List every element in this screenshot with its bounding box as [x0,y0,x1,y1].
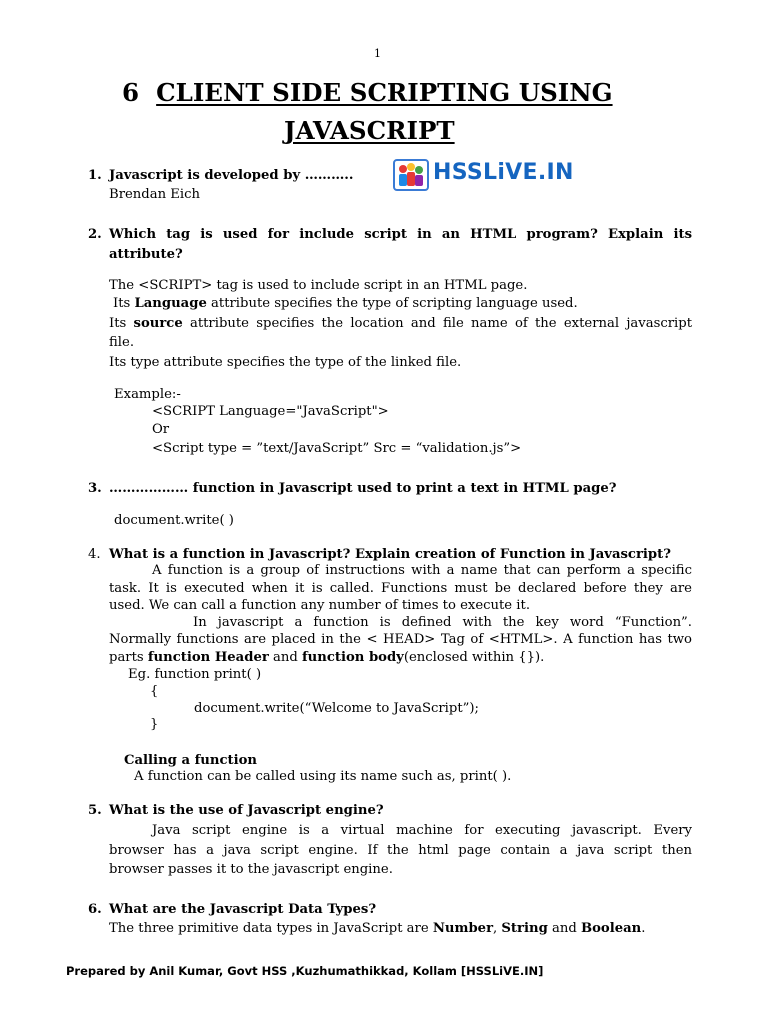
q2-example-or: Or [152,422,170,437]
q5-line2: browser has a java script engine. If the html page contain a java script then [109,843,692,858]
q6-number: 6. [88,902,102,917]
q3-answer: document.write( ) [114,513,234,528]
chapter-title-text2: JAVASCRIPT [284,116,455,145]
chapter-title-line1 [122,78,613,108]
q4-line5: Normally functions are placed in the < HEAD> Tag of <HTML>. A function has two [109,632,692,647]
q2-answer-line2: Its Language attribute specifies the type of scripting language used. [113,296,578,311]
q5-line3: browser passes it to the javascript engine. [109,862,393,877]
footer-credit: Prepared by Anil Kumar, Govt HSS ,Kuzhumathikkad, Kollam [HSSLiVE.IN] [66,964,544,978]
q4-question: What is a function in Javascript? Explain creation of Function in Javascript? [109,547,671,562]
chapter-number: 6 [122,78,140,107]
chapter-title-line2 [284,116,455,146]
q2-example-code2: <Script type = ”text/JavaScript” Src = “validation.js”> [152,441,522,456]
q4-line3: used. We can call a function any number of times to execute it. [109,598,531,613]
q2-answer-line3-cont: file. [109,335,135,350]
q3-question: ……………… function in Javascript used to print a text in HTML page? [109,481,617,496]
q4-code: document.write(“Welcome to JavaScript”); [194,701,479,716]
q4-brace-close: } [150,717,159,732]
q2-example-code1: <SCRIPT Language="JavaScript"> [152,404,389,419]
q4-line1: A function is a group of instructions with a name that can perform a specific [152,563,692,578]
hsslive-logo [393,158,574,192]
q2-number: 2. [88,227,102,242]
q1-question: Javascript is developed by ……….. [109,168,354,183]
q1-answer: Brendan Eich [109,187,201,202]
page-number: 1 [374,47,381,60]
q4-line6: parts function Header and function body(enclosed within {}). [109,650,545,665]
q2-question-line1: Which tag is used for include script in an HTML program? Explain its [109,227,692,242]
q4-line2: task. It is executed when it is called. Functions must be declared before they are [109,581,692,596]
logo-text: HSSLiVE.IN [433,160,574,185]
q4-brace-open: { [150,684,159,699]
q2-answer-line1: The <SCRIPT> tag is used to include script in an HTML page. [109,278,528,293]
q6-answer: The three primitive data types in JavaScript are Number, String and Boolean. [109,921,646,936]
q5-line1: Java script engine is a virtual machine for executing javascript. Every [152,823,692,838]
q2-answer-line3: Its source attribute specifies the location and file name of the external javascript [109,316,693,331]
q3-number: 3. [88,481,102,496]
q2-answer-line4: Its type attribute specifies the type of the linked file. [109,355,462,370]
q5-number: 5. [88,803,102,818]
q2-question-line2: attribute? [109,247,183,262]
q6-question: What are the Javascript Data Types? [109,902,377,917]
q4-number: 4. [88,547,101,562]
q4-line4: In javascript a function is defined with the key word “Function”. [193,615,692,630]
q4-calling-heading: Calling a function [124,753,257,768]
q1-number: 1. [88,168,102,183]
q2-example-label: Example:- [114,387,181,402]
q4-calling-text: A function can be called using its name such as, print( ). [134,769,512,784]
chapter-title-text1: CLIENT SIDE SCRIPTING USING [156,78,613,107]
q4-example: Eg. function print( ) [128,667,262,682]
q5-question: What is the use of Javascript engine? [109,803,384,818]
